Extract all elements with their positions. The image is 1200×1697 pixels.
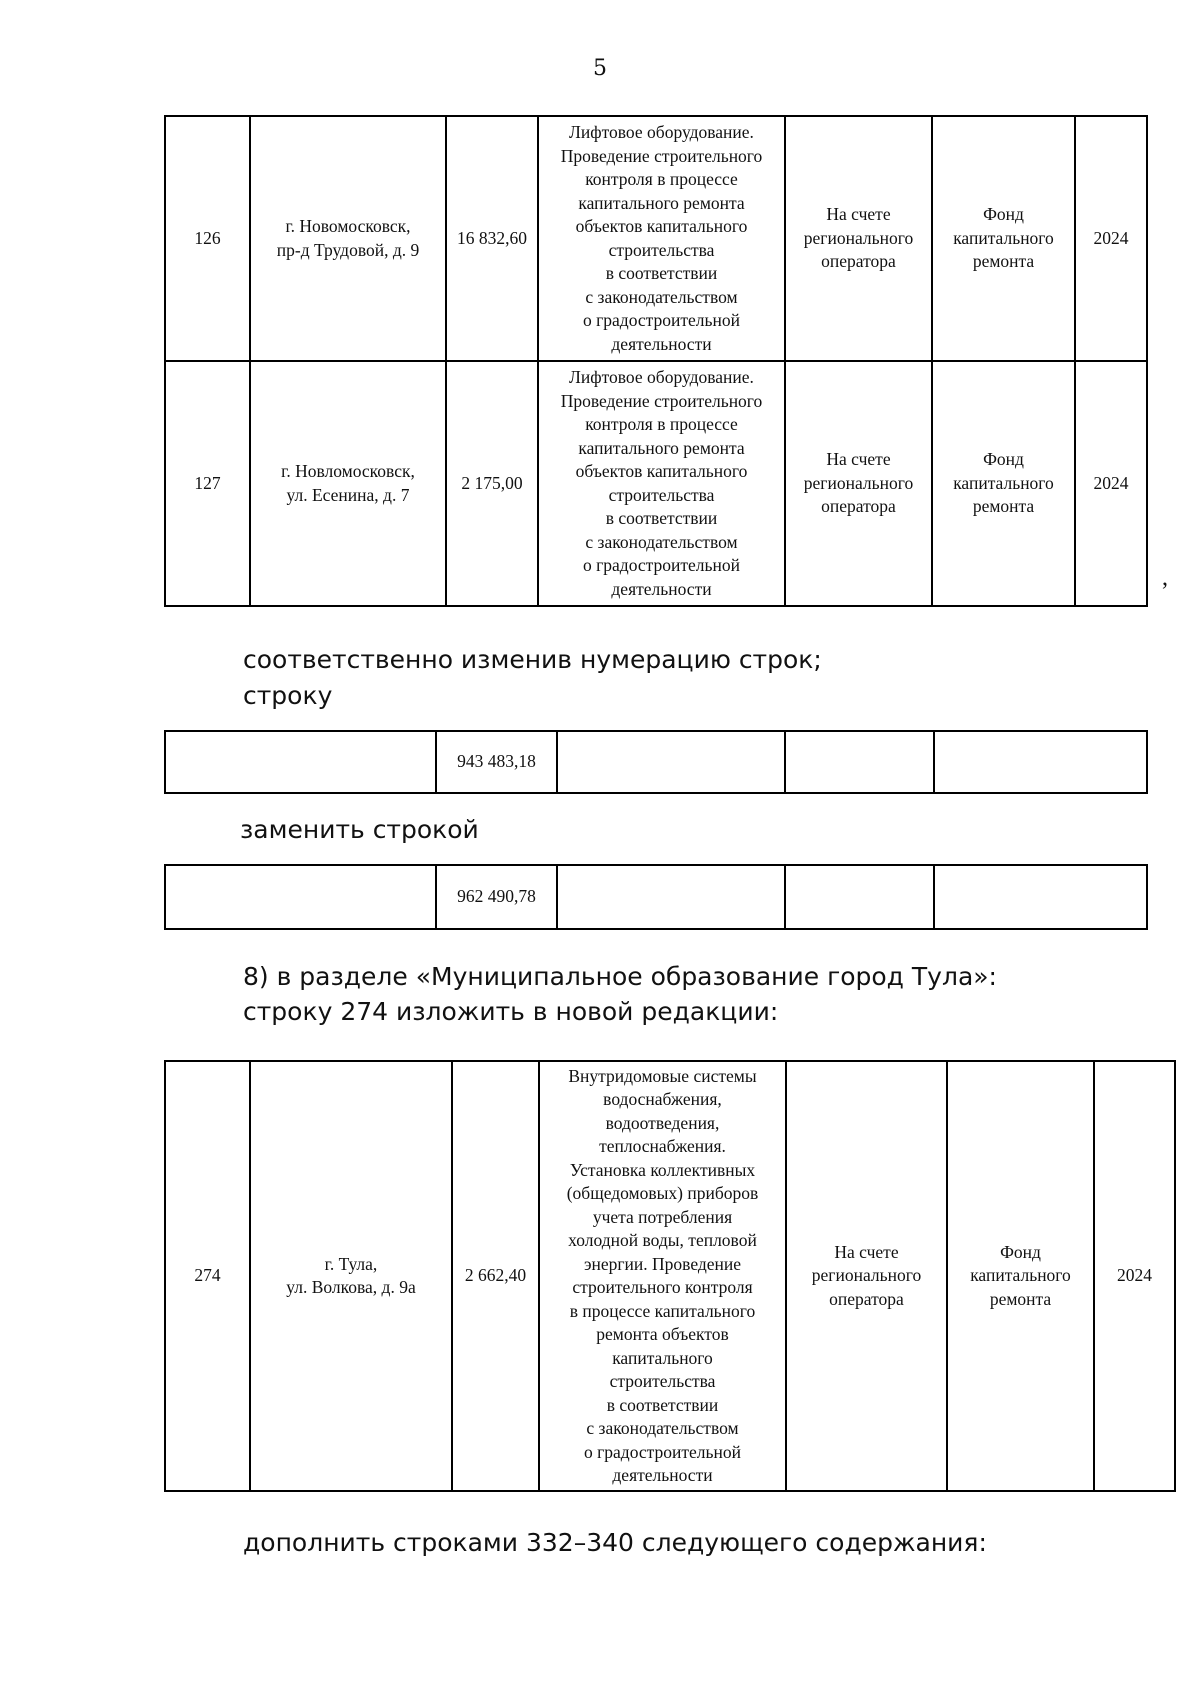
empty-cell	[557, 731, 785, 793]
line-word-text: строку	[243, 681, 333, 710]
empty-cell	[785, 731, 934, 793]
row-number-cell: 274	[165, 1061, 250, 1491]
supplement-text: дополнить строками 332–340 следующего содержания:	[243, 1528, 987, 1557]
total-row-new-table	[164, 864, 1148, 930]
renumber-text: соответственно изменив нумерацию строк;	[243, 645, 822, 674]
work-type-cell: Лифтовое оборудование. Проведение строительного контроля в процессе капитального ремонта объектов капитального строительства в соответствии с законодательством о градостроительной деятельности	[538, 116, 785, 361]
empty-cell	[934, 865, 1147, 929]
total-amount-cell: 962 490,78	[436, 865, 557, 929]
address-cell: г. Новломосковск, ул. Есенина, д. 7	[250, 361, 446, 606]
total-amount-cell: 943 483,18	[436, 731, 557, 793]
account-cell: На счете регионального оператора	[785, 361, 932, 606]
empty-cell	[934, 731, 1147, 793]
fund-cell: Фонд капитального ремонта	[932, 361, 1075, 606]
total-row-old-table	[164, 730, 1148, 794]
address-cell: г. Новомосковск, пр-д Трудовой, д. 9	[250, 116, 446, 361]
address-cell: г. Тула, ул. Волкова, д. 9а	[250, 1061, 452, 1491]
section-8-heading: 8) в разделе «Муниципальное образование город Тула»:	[243, 962, 997, 991]
row-number-cell: 126	[165, 116, 250, 361]
work-type-cell: Внутридомовые системы водоснабжения, водоотведения, теплоснабжения. Установка коллективных (общедомовых) приборов учета потребления холодной воды, тепловой энергии. Проведение строительного контроля в процессе капитального ремонта объектов капитального строительства в соответствии с законодательством о градостроительной деятельности	[539, 1061, 786, 1491]
table-row	[165, 361, 1147, 606]
account-cell: На счете регионального оператора	[785, 116, 932, 361]
page-number: 5	[593, 56, 607, 81]
empty-cell	[557, 865, 785, 929]
amount-cell: 2 662,40	[452, 1061, 539, 1491]
trailing-comma: ,	[1162, 565, 1168, 591]
fund-cell: Фонд капитального ремонта	[947, 1061, 1094, 1491]
table-row	[165, 865, 1147, 929]
work-type-cell: Лифтовое оборудование. Проведение строительного контроля в процессе капитального ремонта объектов капитального строительства в соответствии с законодательством о градостроительной деятельности	[538, 361, 785, 606]
empty-cell	[165, 865, 436, 929]
year-cell: 2024	[1094, 1061, 1175, 1491]
empty-cell	[165, 731, 436, 793]
table-row	[165, 116, 1147, 361]
table-row	[165, 731, 1147, 793]
fund-cell: Фонд капитального ремонта	[932, 116, 1075, 361]
account-cell: На счете регионального оператора	[786, 1061, 947, 1491]
replace-with-text: заменить строкой	[240, 815, 479, 844]
table-row	[165, 1061, 1175, 1491]
program-table-rows-126-127	[164, 115, 1148, 607]
amount-cell: 2 175,00	[446, 361, 538, 606]
empty-cell	[785, 865, 934, 929]
program-table-row-274	[164, 1060, 1176, 1492]
section-8-instruction: строку 274 изложить в новой редакции:	[243, 997, 779, 1026]
row-number-cell: 127	[165, 361, 250, 606]
amount-cell: 16 832,60	[446, 116, 538, 361]
year-cell: 2024	[1075, 116, 1147, 361]
year-cell: 2024	[1075, 361, 1147, 606]
